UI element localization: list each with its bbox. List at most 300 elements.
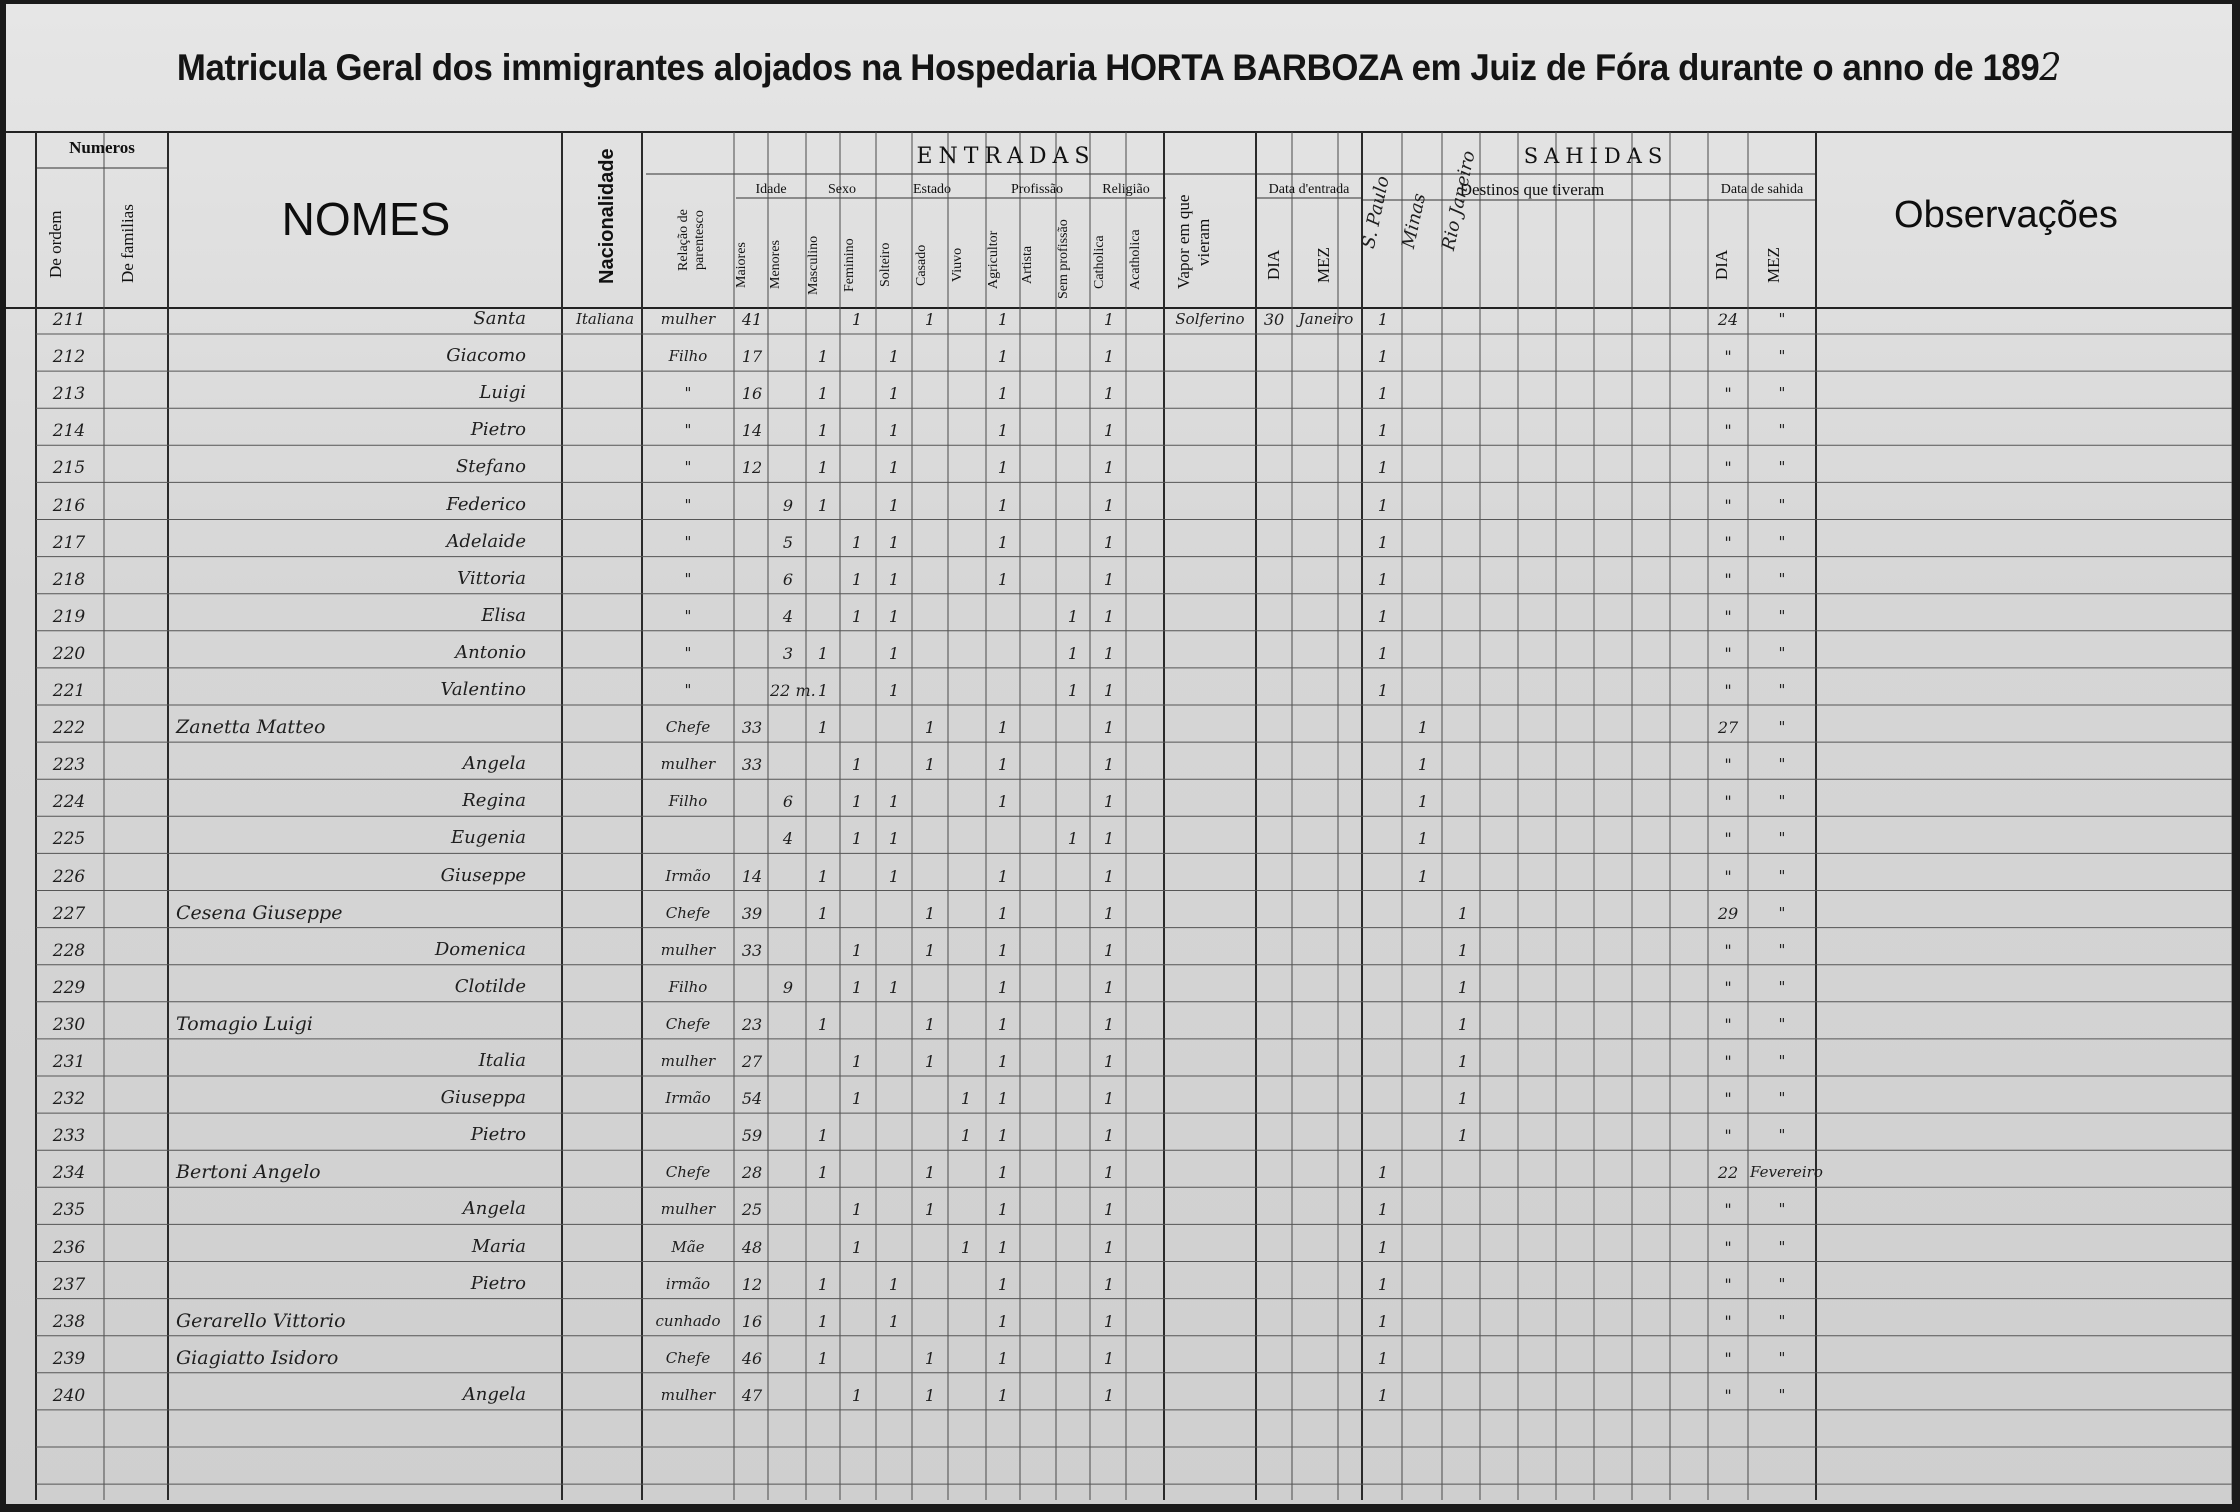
entry-rel: irmão <box>665 1274 711 1293</box>
header-destinos: Destinos que tiveram <box>1459 180 1605 199</box>
entry-fem: 1 <box>851 829 863 849</box>
entry-maiores: 39 <box>741 903 763 923</box>
entry-sdia: " <box>1724 1385 1732 1405</box>
entry-maiores: 46 <box>741 1348 763 1368</box>
entry-cas: 1 <box>924 1052 936 1071</box>
entry-n: 239 <box>52 1348 86 1369</box>
entry-n: 233 <box>52 1126 86 1147</box>
entry-masc: 1 <box>817 458 829 478</box>
entry-name: Cesena Giuseppe <box>176 901 343 924</box>
entry-cas: 1 <box>924 940 936 960</box>
entry-smez: " <box>1778 977 1786 996</box>
header-relacao: Relação de parentesco <box>676 209 707 271</box>
entry-masc: 1 <box>817 1163 829 1183</box>
entry-d1: 1 <box>1377 1348 1389 1368</box>
entry-masc: 1 <box>817 1311 829 1331</box>
entry-n: 217 <box>52 532 86 553</box>
entry-name: Giuseppe <box>440 864 526 886</box>
entry-rel: " <box>684 421 692 440</box>
entry-fem: 1 <box>851 977 863 997</box>
entry-rel: mulher <box>660 755 716 774</box>
entry-cas: 1 <box>924 903 936 923</box>
entry-rel: Mãe <box>671 1237 705 1256</box>
entry-viu: 1 <box>960 1089 972 1109</box>
entry-n: 214 <box>52 421 86 442</box>
entry-smez: " <box>1778 606 1786 625</box>
entry-name: Pietro <box>470 1272 526 1294</box>
entry-cat: 1 <box>1103 1014 1115 1034</box>
entry-smez: " <box>1778 1052 1786 1070</box>
entry-d2: 1 <box>1417 866 1429 886</box>
destination-sao-paulo: S. Paulo <box>1358 174 1394 251</box>
entry-cat: 1 <box>1103 458 1115 478</box>
entry-rel: mulher <box>660 1200 716 1219</box>
header-de-familias: De familias <box>118 204 137 284</box>
header-data-entrada: Data d'entrada <box>1268 182 1350 197</box>
entry-agr: 1 <box>997 1311 1009 1331</box>
entry-cat: 1 <box>1103 829 1115 849</box>
entry-cas: 1 <box>924 755 936 775</box>
entry-smez: " <box>1778 421 1786 440</box>
entry-n: 216 <box>52 495 86 516</box>
entry-masc: 1 <box>817 1274 829 1294</box>
entry-menores: 5 <box>782 532 794 552</box>
entry-d1: 1 <box>1377 310 1389 329</box>
entry-fem: 1 <box>851 755 863 775</box>
entry-rel: " <box>684 569 692 588</box>
entry-cat: 1 <box>1103 1348 1115 1368</box>
entry-n: 218 <box>52 569 86 590</box>
entry-solt: 1 <box>888 532 900 552</box>
header-profissao: Profissão <box>1010 182 1064 197</box>
entry-masc: 1 <box>817 347 829 367</box>
entry-menores: 4 <box>782 829 794 849</box>
entry-agr: 1 <box>997 792 1009 812</box>
entry-masc: 1 <box>817 643 829 663</box>
entry-solt: 1 <box>888 347 900 367</box>
entry-rel: " <box>684 606 692 625</box>
entry-d1: 1 <box>1377 1385 1389 1405</box>
entry-sdia: " <box>1724 755 1732 775</box>
header-de-ordem: De ordem <box>46 210 65 278</box>
entry-smez: " <box>1778 1385 1786 1404</box>
entry-rel: " <box>684 495 692 514</box>
entry-d2: 1 <box>1417 829 1429 849</box>
entry-n: 225 <box>52 829 86 850</box>
entry-maiores: 47 <box>741 1385 763 1405</box>
entry-cat: 1 <box>1103 495 1115 515</box>
entry-n: 213 <box>52 384 86 405</box>
entry-solt: 1 <box>888 681 900 700</box>
entry-d1: 1 <box>1377 681 1389 700</box>
entry-rel: mulher <box>660 940 716 959</box>
entry-d2: 1 <box>1417 755 1429 775</box>
entry-agr: 1 <box>997 1126 1009 1146</box>
entry-cat: 1 <box>1103 681 1115 700</box>
entry-cat: 1 <box>1103 643 1115 663</box>
entry-cat: 1 <box>1103 1274 1115 1294</box>
register-sheet <box>6 4 2232 1504</box>
entry-sdia: " <box>1724 977 1732 997</box>
entry-sem: 1 <box>1067 829 1079 849</box>
entry-solt: 1 <box>888 569 900 589</box>
entry-d1: 1 <box>1377 569 1389 589</box>
entry-rel: " <box>684 384 692 403</box>
entry-name: Valentino <box>440 679 526 700</box>
entry-d1: 1 <box>1377 458 1389 478</box>
entry-name: Zanetta Matteo <box>176 716 326 739</box>
entry-masc: 1 <box>817 718 829 738</box>
entry-agr: 1 <box>997 718 1009 738</box>
entry-cas: 1 <box>924 1014 936 1034</box>
entry-sdia: " <box>1724 643 1732 663</box>
entry-solt: 1 <box>888 1311 900 1331</box>
entry-sdia: " <box>1724 1311 1732 1331</box>
entry-cas: 1 <box>924 718 936 738</box>
entry-sdia: " <box>1724 1052 1732 1071</box>
entry-cat: 1 <box>1103 1385 1115 1405</box>
entry-agr: 1 <box>997 1089 1009 1109</box>
entry-sdia: " <box>1724 792 1732 812</box>
entry-sdia: " <box>1724 1274 1732 1294</box>
entry-agr: 1 <box>997 977 1009 997</box>
entry-maiores: 33 <box>741 940 763 960</box>
entry-rel: " <box>684 681 692 699</box>
entry-d1: 1 <box>1377 606 1389 626</box>
entry-sdia: 22 <box>1717 1163 1739 1183</box>
entry-name: Domenica <box>434 938 526 960</box>
entry-smez: " <box>1778 495 1786 514</box>
entry-rel: Irmão <box>665 1089 711 1108</box>
entry-cat: 1 <box>1103 903 1115 923</box>
entry-rel: Chefe <box>665 903 711 922</box>
entry-cat: 1 <box>1103 866 1115 886</box>
entry-n: 240 <box>52 1385 86 1406</box>
entry-maiores: 23 <box>741 1014 763 1034</box>
entry-agr: 1 <box>997 532 1009 552</box>
entry-cat: 1 <box>1103 792 1115 812</box>
entry-sdia: " <box>1724 681 1732 700</box>
entry-maiores: 16 <box>741 1311 763 1331</box>
entry-smez: " <box>1778 458 1786 477</box>
entry-name: Regina <box>462 790 526 812</box>
entry-solt: 1 <box>888 458 900 478</box>
entry-solt: 1 <box>888 421 900 441</box>
header-acatholica: Acatholica <box>1128 229 1143 291</box>
entry-n: 223 <box>52 755 86 776</box>
entry-solt: 1 <box>888 606 900 626</box>
entry-sdia: " <box>1724 532 1732 552</box>
entry-fem: 1 <box>851 1052 863 1071</box>
entry-rel: " <box>684 458 692 477</box>
entry-name: Angela <box>462 1383 526 1405</box>
entry-viu: 1 <box>960 1126 972 1146</box>
entry-sdia: " <box>1724 495 1732 515</box>
entry-sdia: " <box>1724 1089 1732 1109</box>
entry-name: Tomagio Luigi <box>176 1012 313 1035</box>
entry-rel: mulher <box>660 1385 716 1404</box>
entry-n: 229 <box>52 977 86 998</box>
entry-n: 234 <box>52 1163 86 1184</box>
entry-maiores: 33 <box>741 718 763 738</box>
entry-d3: 1 <box>1457 903 1469 923</box>
entry-d1: 1 <box>1377 532 1389 552</box>
entry-agr: 1 <box>997 384 1009 404</box>
entry-sdia: " <box>1724 384 1732 404</box>
entry-rel: Chefe <box>665 1163 711 1182</box>
entry-fem: 1 <box>851 1237 863 1257</box>
entry-d1: 1 <box>1377 421 1389 441</box>
entry-smez: " <box>1778 347 1786 366</box>
header-entradas: ENTRADAS <box>916 144 1096 169</box>
entry-name: Vittoria <box>457 567 526 589</box>
entry-rel: mulher <box>660 1052 716 1070</box>
entry-smez: " <box>1778 1274 1786 1293</box>
entry-maiores: 25 <box>741 1200 763 1220</box>
entry-agr: 1 <box>997 1274 1009 1294</box>
entry-name: Antonio <box>455 641 526 663</box>
entry-agr: 1 <box>997 755 1009 775</box>
entry-maiores: 27 <box>741 1052 763 1071</box>
entry-fem: 1 <box>851 940 863 960</box>
entry-n: 222 <box>52 718 86 739</box>
entry-smez: " <box>1778 310 1786 328</box>
entry-maiores: 54 <box>741 1089 763 1109</box>
entry-maiores: 12 <box>741 1274 763 1294</box>
entry-masc: 1 <box>817 384 829 404</box>
entry-smez: " <box>1778 1089 1786 1108</box>
entry-name: Giuseppa <box>440 1087 526 1109</box>
entry-maiores: 48 <box>741 1237 763 1257</box>
entry-n: 230 <box>52 1014 86 1035</box>
entry-agr: 1 <box>997 1348 1009 1368</box>
entry-cas: 1 <box>924 310 936 329</box>
entry-d1: 1 <box>1377 1163 1389 1183</box>
entry-d1: 1 <box>1377 643 1389 663</box>
entry-rel: " <box>684 532 692 551</box>
entry-smez: " <box>1778 755 1786 774</box>
entry-d1: 1 <box>1377 1274 1389 1294</box>
entry-n: 215 <box>52 458 86 479</box>
entry-fem: 1 <box>851 1385 863 1405</box>
entry-cat: 1 <box>1103 1163 1115 1183</box>
entry-rel: mulher <box>660 310 716 328</box>
entry-name: Stefano <box>455 456 526 478</box>
entry-rel: Chefe <box>665 1014 711 1033</box>
entry-menores: 3 <box>782 643 794 663</box>
entry-sdia: " <box>1724 940 1732 960</box>
header-masculino: Masculino <box>806 235 821 295</box>
header-maiores: Maiores <box>734 242 749 288</box>
entry-cas: 1 <box>924 1163 936 1183</box>
entry-smez: " <box>1778 1126 1786 1145</box>
entry-d1: 1 <box>1377 384 1389 404</box>
header-observacoes: Observações <box>1894 194 2118 236</box>
entry-solt: 1 <box>888 866 900 886</box>
entry-n: 237 <box>52 1274 86 1295</box>
header-mez-sahida: MEZ <box>1764 247 1783 283</box>
entry-name: Maria <box>471 1235 526 1257</box>
entry-cat: 1 <box>1103 977 1115 997</box>
entry-menores: 6 <box>782 792 794 812</box>
entry-smez: " <box>1778 1200 1786 1219</box>
entry-name: Luigi <box>479 382 526 404</box>
entry-masc: 1 <box>817 495 829 515</box>
entry-n: 220 <box>52 643 86 664</box>
entry-maiores: 41 <box>741 310 763 329</box>
entry-cat: 1 <box>1103 421 1115 441</box>
entry-name: Adelaide <box>446 530 526 552</box>
entry-viu: 1 <box>960 1237 972 1257</box>
entry-vapor: Solferino <box>1175 310 1245 328</box>
entry-name: Pietro <box>470 1124 526 1146</box>
header-data-sahida: Data de sahida <box>1720 182 1804 197</box>
entry-menores: 4 <box>782 606 794 626</box>
entry-smez: " <box>1778 940 1786 959</box>
header-mez-entrada: MEZ <box>1314 247 1333 283</box>
entry-fem: 1 <box>851 310 863 329</box>
entry-sdia: " <box>1724 1126 1732 1146</box>
entry-maiores: 28 <box>741 1163 763 1183</box>
destination-rio-janeiro: Rio Janeiro <box>1438 148 1480 253</box>
header-sem-profissao: Sem profissão <box>1056 219 1071 299</box>
entry-smez: " <box>1778 643 1786 662</box>
entry-sdia: 27 <box>1717 718 1739 738</box>
entry-smez: " <box>1778 718 1786 737</box>
entry-n: 227 <box>52 903 86 924</box>
entry-sdia: " <box>1724 1014 1732 1034</box>
entry-n: 236 <box>52 1237 86 1258</box>
entry-cas: 1 <box>924 1348 936 1368</box>
entry-name: Pietro <box>470 419 526 441</box>
entry-cat: 1 <box>1103 1126 1115 1146</box>
entry-sdia: " <box>1724 458 1732 478</box>
entry-solt: 1 <box>888 384 900 404</box>
entry-masc: 1 <box>817 903 829 923</box>
entry-sem: 1 <box>1067 681 1079 700</box>
entry-name: Clotilde <box>454 975 526 997</box>
entry-fem: 1 <box>851 1089 863 1109</box>
entry-d1: 1 <box>1377 1311 1389 1331</box>
entry-agr: 1 <box>997 458 1009 478</box>
entry-d3: 1 <box>1457 1089 1469 1109</box>
entry-d3: 1 <box>1457 940 1469 960</box>
entry-name: Giacomo <box>446 345 526 367</box>
entry-nac: Italiana <box>575 310 635 328</box>
entry-cat: 1 <box>1103 1200 1115 1220</box>
entry-sem: 1 <box>1067 643 1079 663</box>
header-numeros: Numeros <box>69 138 135 157</box>
entry-solt: 1 <box>888 643 900 663</box>
header-solteiro: Solteiro <box>878 242 893 288</box>
header-idade: Idade <box>755 182 787 197</box>
header-casado: Casado <box>914 244 929 286</box>
header-religiao: Religião <box>1102 182 1150 197</box>
entry-fem: 1 <box>851 569 863 589</box>
entry-n: 212 <box>52 347 86 368</box>
entry-smez: " <box>1778 681 1786 699</box>
header-agricultor: Agricultor <box>986 230 1001 290</box>
destination-minas: Minas <box>1398 191 1431 251</box>
entry-solt: 1 <box>888 829 900 849</box>
entry-fem: 1 <box>851 792 863 812</box>
entry-n: 235 <box>52 1200 86 1221</box>
entry-masc: 1 <box>817 1014 829 1034</box>
entry-maiores: 14 <box>741 866 763 886</box>
entry-smez: " <box>1778 384 1786 403</box>
entry-smez: " <box>1778 569 1786 588</box>
entry-cat: 1 <box>1103 569 1115 589</box>
entry-sdia: " <box>1724 421 1732 441</box>
entry-agr: 1 <box>997 310 1009 329</box>
entry-agr: 1 <box>997 940 1009 960</box>
entry-name: Eugenia <box>451 827 526 849</box>
entry-masc: 1 <box>817 421 829 441</box>
entry-agr: 1 <box>997 1163 1009 1183</box>
entry-sdia: " <box>1724 347 1732 367</box>
entry-cat: 1 <box>1103 347 1115 367</box>
entry-fem: 1 <box>851 532 863 552</box>
entry-cat: 1 <box>1103 1311 1115 1331</box>
entry-name: Giagiatto Isidoro <box>176 1346 339 1369</box>
entry-solt: 1 <box>888 1274 900 1294</box>
title-year: 2 <box>2039 46 2062 89</box>
entry-mez: Janeiro <box>1298 310 1354 328</box>
entry-agr: 1 <box>997 1052 1009 1071</box>
entry-sem: 1 <box>1067 606 1079 626</box>
entry-agr: 1 <box>997 1237 1009 1257</box>
entry-solt: 1 <box>888 495 900 515</box>
entry-cat: 1 <box>1103 718 1115 738</box>
entry-rel: cunhado <box>655 1311 721 1330</box>
entry-maiores: 12 <box>741 458 763 478</box>
header-menores: Menores <box>768 240 783 290</box>
entry-rel: Chefe <box>665 718 711 737</box>
entry-rel: Filho <box>668 977 708 996</box>
entry-sdia: " <box>1724 569 1732 589</box>
entry-agr: 1 <box>997 495 1009 515</box>
entry-smez: " <box>1778 792 1786 811</box>
entry-d3: 1 <box>1457 1014 1469 1034</box>
entry-d3: 1 <box>1457 977 1469 997</box>
entry-agr: 1 <box>997 569 1009 589</box>
entry-maiores: 33 <box>741 755 763 775</box>
entry-sdia: " <box>1724 1348 1732 1368</box>
entry-agr: 1 <box>997 1014 1009 1034</box>
entry-d3: 1 <box>1457 1126 1469 1146</box>
entry-smez: " <box>1778 1348 1786 1367</box>
entry-n: 224 <box>52 792 86 813</box>
entry-maiores: 59 <box>741 1126 763 1146</box>
entry-cas: 1 <box>924 1385 936 1405</box>
header-nomes: NOMES <box>281 193 451 245</box>
entry-cat: 1 <box>1103 1089 1115 1109</box>
entry-cat: 1 <box>1103 532 1115 552</box>
entry-maiores: 16 <box>741 384 763 404</box>
entry-sdia: " <box>1724 866 1732 886</box>
entry-smez: " <box>1778 1237 1786 1256</box>
entry-name: Angela <box>462 1198 526 1220</box>
entry-dia: 30 <box>1263 310 1285 329</box>
entry-name: Italia <box>478 1050 526 1071</box>
entry-smez: Fevereiro <box>1750 1163 1823 1182</box>
entry-name: Gerarello Vittorio <box>176 1309 346 1332</box>
entry-name: Federico <box>446 493 526 515</box>
entry-cat: 1 <box>1103 940 1115 960</box>
entry-sdia: " <box>1724 606 1732 626</box>
header-sahidas: SAHIDAS <box>1523 144 1669 168</box>
entry-cas: 1 <box>924 1200 936 1220</box>
